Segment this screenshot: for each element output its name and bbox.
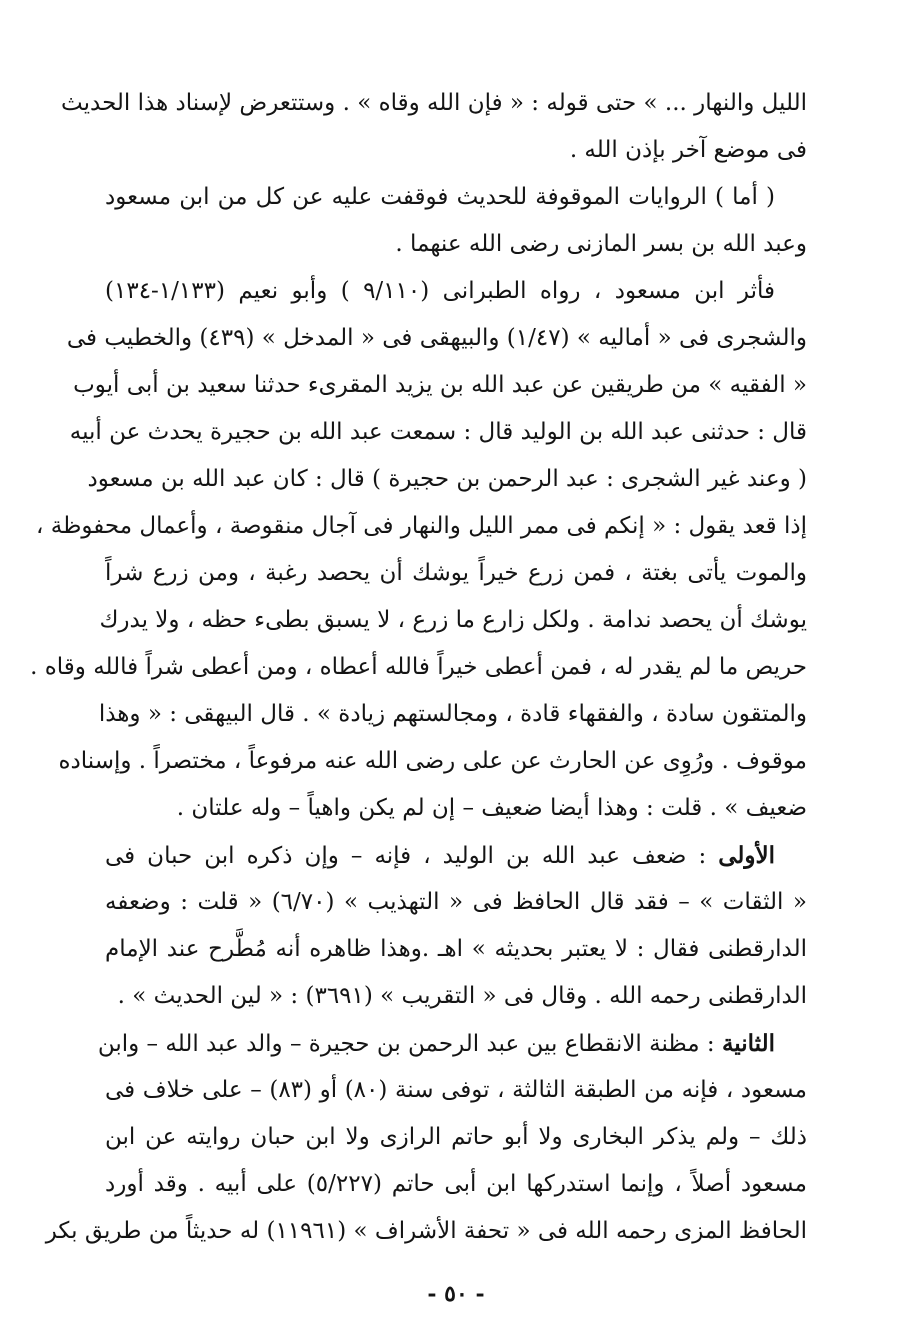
text-line: الليل والنهار ... » حتى قوله : « فإن الله وقاه » . وستتعرض لإسناد هذا الحديث (61, 90, 807, 116)
lead-word: الثانية (721, 1030, 775, 1057)
text-line: الدارقطنى رحمه الله . وقال فى « التقريب » (٣٦٩١) : « لين الحديث » . (117, 983, 807, 1009)
text-line: إذا قعد يقول : « إنكم فى ممر الليل والنهار فى آجال منقوصة ، وأعمال محفوظة ، (36, 513, 807, 539)
text-line: فأثر ابن مسعود ، رواه الطبرانى (٩/١١٠ ) وأبو نعيم (١/١٣٣-١٣٤) (105, 278, 776, 304)
text-line: وعبد الله بن بسر المازنى رضى الله عنهما . (395, 231, 807, 257)
text-line: والموت يأتى بغتة ، فمن زرع خيراً يوشك أن يحصد رغبة ، ومن زرع شراً (105, 560, 807, 586)
text-line (97, 1020, 807, 1067)
body-text (30, 80, 807, 1255)
page-number: - ٥٠ - (427, 1281, 485, 1307)
text-line: ضعيف » . قلت : وهذا أيضا ضعيف – إن لم يكن واهياً – وله علتان . (176, 795, 807, 821)
text-line: « الثقات » – فقد قال الحافظ فى « التهذيب » (٦/٧٠) « قلت : وضعفه (105, 889, 807, 915)
text-line: يوشك أن يحصد ندامة . ولكل زارع ما زرع ، لا يسبق بطىء حظه ، ولا يدرك (99, 607, 807, 633)
lead-word: الأولى (718, 842, 775, 869)
text-line: والمتقون سادة ، والفقهاء قادة ، ومجالستهم زيادة » . قال البيهقى : « وهذا (98, 701, 807, 727)
text-line (105, 832, 807, 879)
text-line: مسعود ، فإنه من الطبقة الثالثة ، توفى سنة (٨٠) أو (٨٣) – على خلاف فى (105, 1077, 807, 1103)
text-line: فى موضع آخر بإذن الله . (569, 137, 807, 163)
text-line: الحافظ المزى رحمه الله فى « تحفة الأشراف » (١١٩٦١) له حديثاً من طريق بكر (45, 1218, 807, 1244)
text-line: قال : حدثنى عبد الله بن الوليد قال : سمعت عبد الله بن حجيرة يحدث عن أبيه (69, 419, 807, 445)
text-line: الدارقطنى فقال : لا يعتبر بحديثه » اهـ .وهذا ظاهره أنه مُطَّرح عند الإمام (105, 936, 807, 962)
text-line: ذلك – ولم يذكر البخارى ولا أبو حاتم الرازى ولا ابن حبان روايته عن ابن (105, 1124, 807, 1150)
text-line: ( وعند غير الشجرى : عبد الرحمن بن حجيرة ) قال : كان عبد الله بن مسعود (87, 466, 807, 492)
text-line: ( أما ) الروايات الموقوفة للحديث فوقفت عليه عن كل من ابن مسعود (105, 184, 775, 210)
line-rest: : ضعف عبد الله بن الوليد ، فإنه – وإن ذكره ابن حبان فى (105, 843, 719, 869)
text-line: حريص ما لم يقدر له ، فمن أعطى خيراً فالله أعطاه ، ومن أعطى شراً فالله وقاه . (30, 654, 807, 680)
text-line: موقوف . ورُوِى عن الحارث عن على رضى الله عنه مرفوعاً ، مختصراً . وإسناده (58, 748, 807, 774)
text-line: مسعود أصلاً ، وإنما استدركها ابن أبى حاتم (٥/٢٢٧) على أبيه . وقد أورد (105, 1171, 807, 1197)
text-line: « الفقيه » من طريقين عن عبد الله بن يزيد المقرىء حدثنا سعيد بن أبى أيوب (73, 372, 807, 398)
line-rest: : مظنة الانقطاع بين عبد الرحمن بن حجيرة – والد عبد الله – وابن (97, 1031, 722, 1057)
text-line: والشجرى فى « أماليه » (١/٤٧) والبيهقى فى « المدخل » (٤٣٩) والخطيب فى (66, 325, 807, 351)
